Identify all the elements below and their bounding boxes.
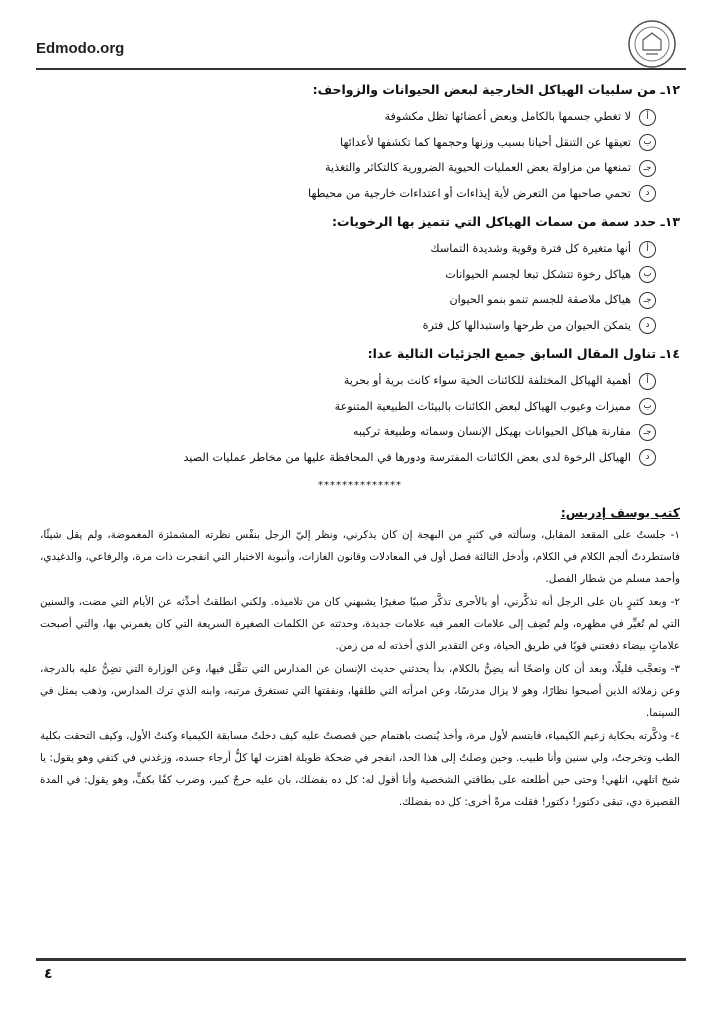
footer-divider (36, 958, 686, 961)
option-letter: جـ (639, 292, 656, 309)
answer-option[interactable] (40, 419, 656, 445)
passage-paragraph: ١- جلستُ على المقعد المقابل، وسألته في كثيرٍ من البهجة إن كان يذكرني، ونظر إليّ الرجل بنفْس نظرته المشمئزة المغموضة، ولم يقل شيئًا، فاستطردتُ ألجم الكلام في الكلام، وأدخل الثالثة فصل أول في المعادلات وقانون الغازات، وأنبوبة الاختبار التي انفجرت ذات مرة، والرفاعي، والدغيدي، وأحمد مسلم من شطار الفصل. (40, 529, 680, 585)
passage-paragraph: ٤- وذكَّرته بحكاية زعيم الكيمياء، فابتسم لأول مرة، وأخذ يُنصت باهتمام حين قصصتُ عليه كيف دخلتُ مسابقة الكيمياء وكنتُ الأول، وكيف التحقت بكلية الطب وتخرجتُ، ولي سنين وأنا طبيب. وحين وصلتُ إلى هذا الحد، انفجر في ضحكة طويلة اهتزت لها كلُّ أرجاء جسده، وزغدني في كتفي وهو يقول: يا شيخ اتلهي، اتلهي! وحتى حين أطلعته على بطاقتي الشخصية وأنا أقول له: كل ده بفضلك، بان عليه حرجٌ كبير، وضرب كفًا بكفٍّ، وهو يقول: في المدة القصيرة دي، تبقى دكتور! دكتور! فقلت مرةً أخرى: كل ده بفضلك. (40, 730, 680, 808)
answer-option[interactable] (40, 155, 656, 181)
passage-paragraph: ٣- وتعجَّب قليلًا، وبعد أن كان واضحًا أنه يضِنُّ بالكلام، بدأ يحدثني حديث الإنسان عن المدارس التي تنقَّل فيها، وعن الوزارة التي تضِنُّ عليه بالدرجة، وعن زملائه الذين أصبحوا نظارًا، وهو لا يزال مدرسًا، وعن امرأته التي طلقها، ونفقتها التي تستغرق مرتبه، وابنه الذي ترك المدارس، وذهب يمثل في السينما. (40, 663, 680, 719)
site-name: Edmodo.org (36, 40, 125, 57)
question-title: ١٤ـ تناول المقال السابق جميع الجزئيات التالية عدا: (367, 346, 680, 361)
option-letter: ب (639, 398, 656, 415)
option-letter: جـ (639, 160, 656, 177)
option-text: لا تغطي جسمها بالكامل وبعض أعضائها تظل مكشوفة (384, 110, 631, 123)
option-text: هياكل رخوة تتشكل تبعا لجسم الحيوانات (445, 267, 631, 281)
option-text: مميزات وعيوب الهياكل لبعض الكائنات بالبيئات الطبيعية المتنوعة (334, 399, 631, 413)
option-text: أهمية الهياكل المختلفة للكائنات الحية سواء كانت برية أو بحرية (343, 374, 631, 387)
answer-option[interactable] (40, 181, 656, 207)
page-content (40, 76, 680, 814)
header-divider (36, 68, 686, 70)
page-number: ٤ (44, 966, 53, 982)
option-text: تحمي صاحبها من التعرض لأية إيذاءات أو اعتداءات خارجية من محيطها (308, 186, 631, 200)
passage-paragraph: ٢- وبعد كثيرٍ بان على الرجل أنه تذكَّرني، أو بالأحرى تذكَّر صبيًا صغيرًا يشبهني كان من تلاميذه. ولكني انطلقتُ أحدِّثه عن الأيام التي مضت، والسنين التي لم تُغيِّر في مظهره، ولم تُضِف إلى علامات العمر فيه علامات جديدة، وحدثته عن الكلمات الصغيرة السريعة التي كان يغمرني بها، والتي أصبحت علاماتٍ بيضاء دفعتني قويًا في طريق الحياة، وعن التقدير الذي أخذته له من زمن. (40, 596, 680, 652)
option-letter: ب (639, 134, 656, 151)
answer-option[interactable] (40, 394, 656, 420)
question-title: ١٣ـ حدد سمة من سمات الهياكل التي تتميز بها الرخويات: (332, 214, 680, 229)
option-letter: أ (639, 109, 656, 126)
option-text: أنها متغيرة كل فترة وقوية وشديدة التماسك (430, 242, 631, 255)
option-letter: د (639, 317, 656, 334)
option-letter: د (639, 185, 656, 202)
option-letter: أ (639, 241, 656, 258)
question-12 (40, 82, 680, 206)
answer-option[interactable] (40, 287, 656, 313)
option-text: هياكل ملاصقة للجسم تنمو بنمو الحيوان (449, 293, 631, 306)
option-letter: جـ (639, 424, 656, 441)
answer-option[interactable] (40, 236, 656, 262)
section-separator: ************** (318, 480, 402, 491)
answer-option[interactable] (40, 368, 656, 394)
option-text: مقارنة هياكل الحيوانات بهيكل الإنسان وسماته وطبيعة تركيبه (352, 425, 631, 438)
option-text: تمنعها من مزاولة بعض العمليات الحيوية الضرورية كالتكاثر والتغذية (325, 161, 631, 174)
question-14 (40, 346, 680, 470)
page-header (0, 0, 720, 80)
answer-option[interactable] (40, 445, 656, 471)
option-text: يتمكن الحيوان من طرحها واستبدالها كل فترة (422, 318, 631, 332)
answer-option[interactable] (40, 104, 656, 130)
answer-option[interactable] (40, 262, 656, 288)
option-letter: ب (639, 266, 656, 283)
question-title: ١٢ـ من سلبيات الهياكل الخارجية لبعض الحيوانات والزواحف: (312, 82, 680, 97)
reading-passage (40, 505, 680, 813)
option-text: تعيقها عن التنقل أحيانا بسبب وزنها وحجمها كما تكشفها لأعدائها (340, 135, 631, 149)
option-letter: د (639, 449, 656, 466)
answer-option[interactable] (40, 130, 656, 156)
option-letter: أ (639, 373, 656, 390)
answer-option[interactable] (40, 313, 656, 339)
passage-title: كتب يوسف إدريس: (560, 505, 680, 520)
option-text: الهياكل الرخوة لدى بعض الكائنات المفترسة ودورها في المحافظة عليها من مخاطر عمليات الصيد (183, 450, 631, 464)
question-13 (40, 214, 680, 338)
ministry-emblem-icon (626, 18, 678, 70)
